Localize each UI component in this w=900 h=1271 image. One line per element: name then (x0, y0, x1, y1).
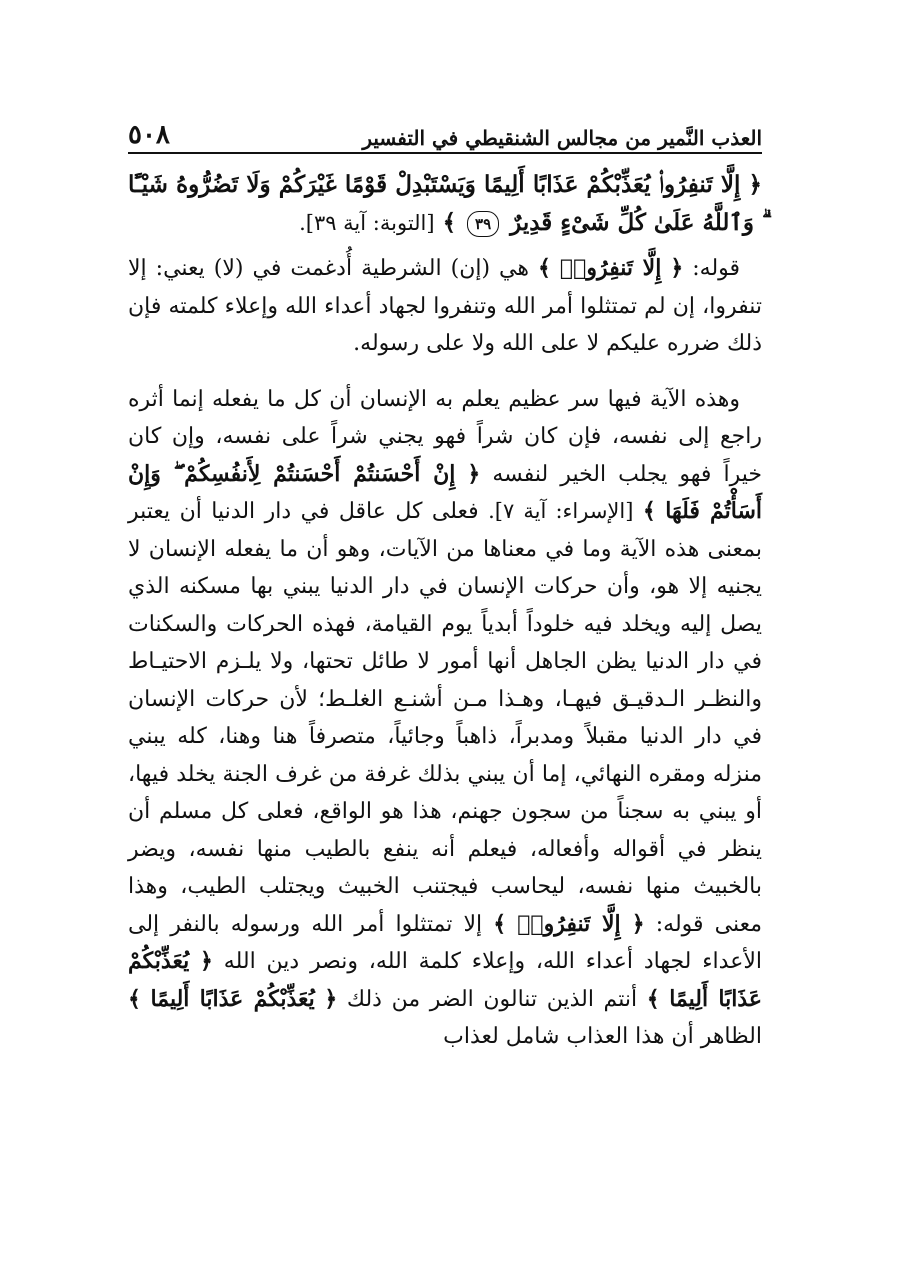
paragraph-1-text: هي (إن) الشرطية أُدغمت في (لا) يعني: إلا تنفروا، إن لم تمتثلوا أمر الله وتنفروا لجهاد أعداء الله وإعلاء كلمته فإن ذلك ضرره عليكم لا على الله ولا على رسوله. (128, 256, 762, 356)
quote-close-bracket: ﴾ (128, 985, 141, 1012)
inline-quran-quote: يُعَذِّبْكُمْ عَذَابًا أَلِيمًا (128, 948, 762, 1012)
quote-reference: [الإسراء: آية ٧]. (488, 499, 634, 523)
header-divider (128, 152, 762, 154)
paragraph-1 (128, 250, 762, 363)
paragraph-2-text-a: وهذه الآية فيها سر عظيم يعلم به الإنسان أن كل ما يفعله إنما أثره راجع إلى نفسه، فإن كان شراً فهو يجني شراً على نفسه، وإن كان خيراً فهو يجلب الخير لنفسه (128, 386, 762, 487)
verse-close-bracket: ﴾ (442, 209, 457, 236)
book-page (128, 0, 762, 1271)
ayah-number-marker: ٣٩ (467, 211, 499, 237)
paragraph-2-text-d: أنتم الذين تنالون الضر من ذلك (346, 986, 638, 1012)
inline-quran-quote: يُعَذِّبْكُمْ عَذَابًا أَلِيمًا (150, 985, 315, 1012)
verse-reference: [التوبة: آية ٣٩]. (299, 211, 435, 235)
paragraph-2-text-e: الظاهر أن هذا العذاب شامل لعذاب (443, 1024, 762, 1049)
paragraph-2-text-b: فعلى كل عاقل في دار الدنيا أن يعتبر بمعنى هذه الآية وما في معناها من الآيات، وهو أن ما يفعله الإنسان لا يجنيه إلا هو، وأن حركات الإنسان في دار الدنيا يبني بها مسكنه الذي يصل إليه ويخلد فيه خلوداً أبدياً يوم القيامة، فهذه الحركات والسكنات في دار الدنيا يظن الجاهل أنها أمور لا طائل تحتها، ولا يلـزم الاحتيـاط والنظـر الـدقيـق فيهـا، وهـذا مـن أشنـع الغلـط؛ لأن حركات الإنسان في دار الدنيا مقبلاً ومدبراً، ذاهباً وجائياً، متصرفاً هنا وهنا، كله يبني منزله ومقره النهائي، إما أن يبني بذلك غرفة من غرف الجنة يخلد فيها، أو يبني به سجناً من سجون جهنم، هذا هو الواقع، فعلى كل مسلم أن ينظر في أقواله وأفعاله، فيعلم أنه ينفع بالطيب منها نفسه، ويضر بالخبيث منها نفسه، ليحاسب فيجتنب الخبيث ويجتلب الطيب، وهذا معنى قوله: (128, 499, 762, 937)
inline-quran-quote: إِلَّا تَنفِرُوا۟ (517, 910, 621, 937)
paragraph-2 (128, 381, 762, 1056)
page-number: ٥٠٨ (128, 120, 170, 150)
inline-quran-quote: إِلَّا تَنفِرُوا۟ (559, 255, 662, 281)
page-body (128, 166, 762, 1056)
quran-verse-block (128, 166, 762, 242)
running-title: العذب النَّمير من مجالس الشنقيطي في التفسير (362, 126, 762, 150)
quote-close-bracket: ﴾ (538, 255, 551, 281)
quote-open-bracket: ﴿ (670, 255, 684, 281)
quote-close-bracket: ﴾ (493, 910, 507, 937)
quote-open-bracket: ﴿ (200, 948, 213, 974)
quote-open-bracket: ﴿ (324, 985, 338, 1012)
quote-close-bracket: ﴾ (646, 985, 660, 1012)
verse-open-bracket: ﴿ (748, 171, 763, 198)
paragraph-1-lead: قوله: (692, 256, 741, 281)
quote-close-bracket: ﴾ (642, 498, 656, 524)
running-header (128, 112, 762, 148)
quote-open-bracket: ﴿ (631, 910, 645, 937)
quote-open-bracket: ﴿ (467, 460, 481, 487)
verse-text: إِلَّا تَنفِرُوا۟ يُعَذِّبْكُمْ عَذَابًا أَلِيمًا وَيَسْتَبْدِلْ قَوْمًا غَيْرَكُمْ وَلَا تَضُرُّوهُ شَيْـًٔا ۗ وَٱللَّهُ عَلَىٰ كُلِّ شَىْءٍ قَدِيرٌ (128, 171, 762, 236)
inline-quran-quote: إِنْ أَحْسَنتُمْ أَحْسَنتُمْ لِأَنفُسِكُمْ ۖ وَإِنْ أَسَأْتُمْ فَلَهَا (128, 460, 763, 524)
paragraph-2-text-c: إلا تمتثلوا أمر الله ورسوله بالنفر إلى الأعداء لجهاد أعداء الله، وإعلاء كلمة الله، ونصر دين الله (128, 911, 762, 974)
